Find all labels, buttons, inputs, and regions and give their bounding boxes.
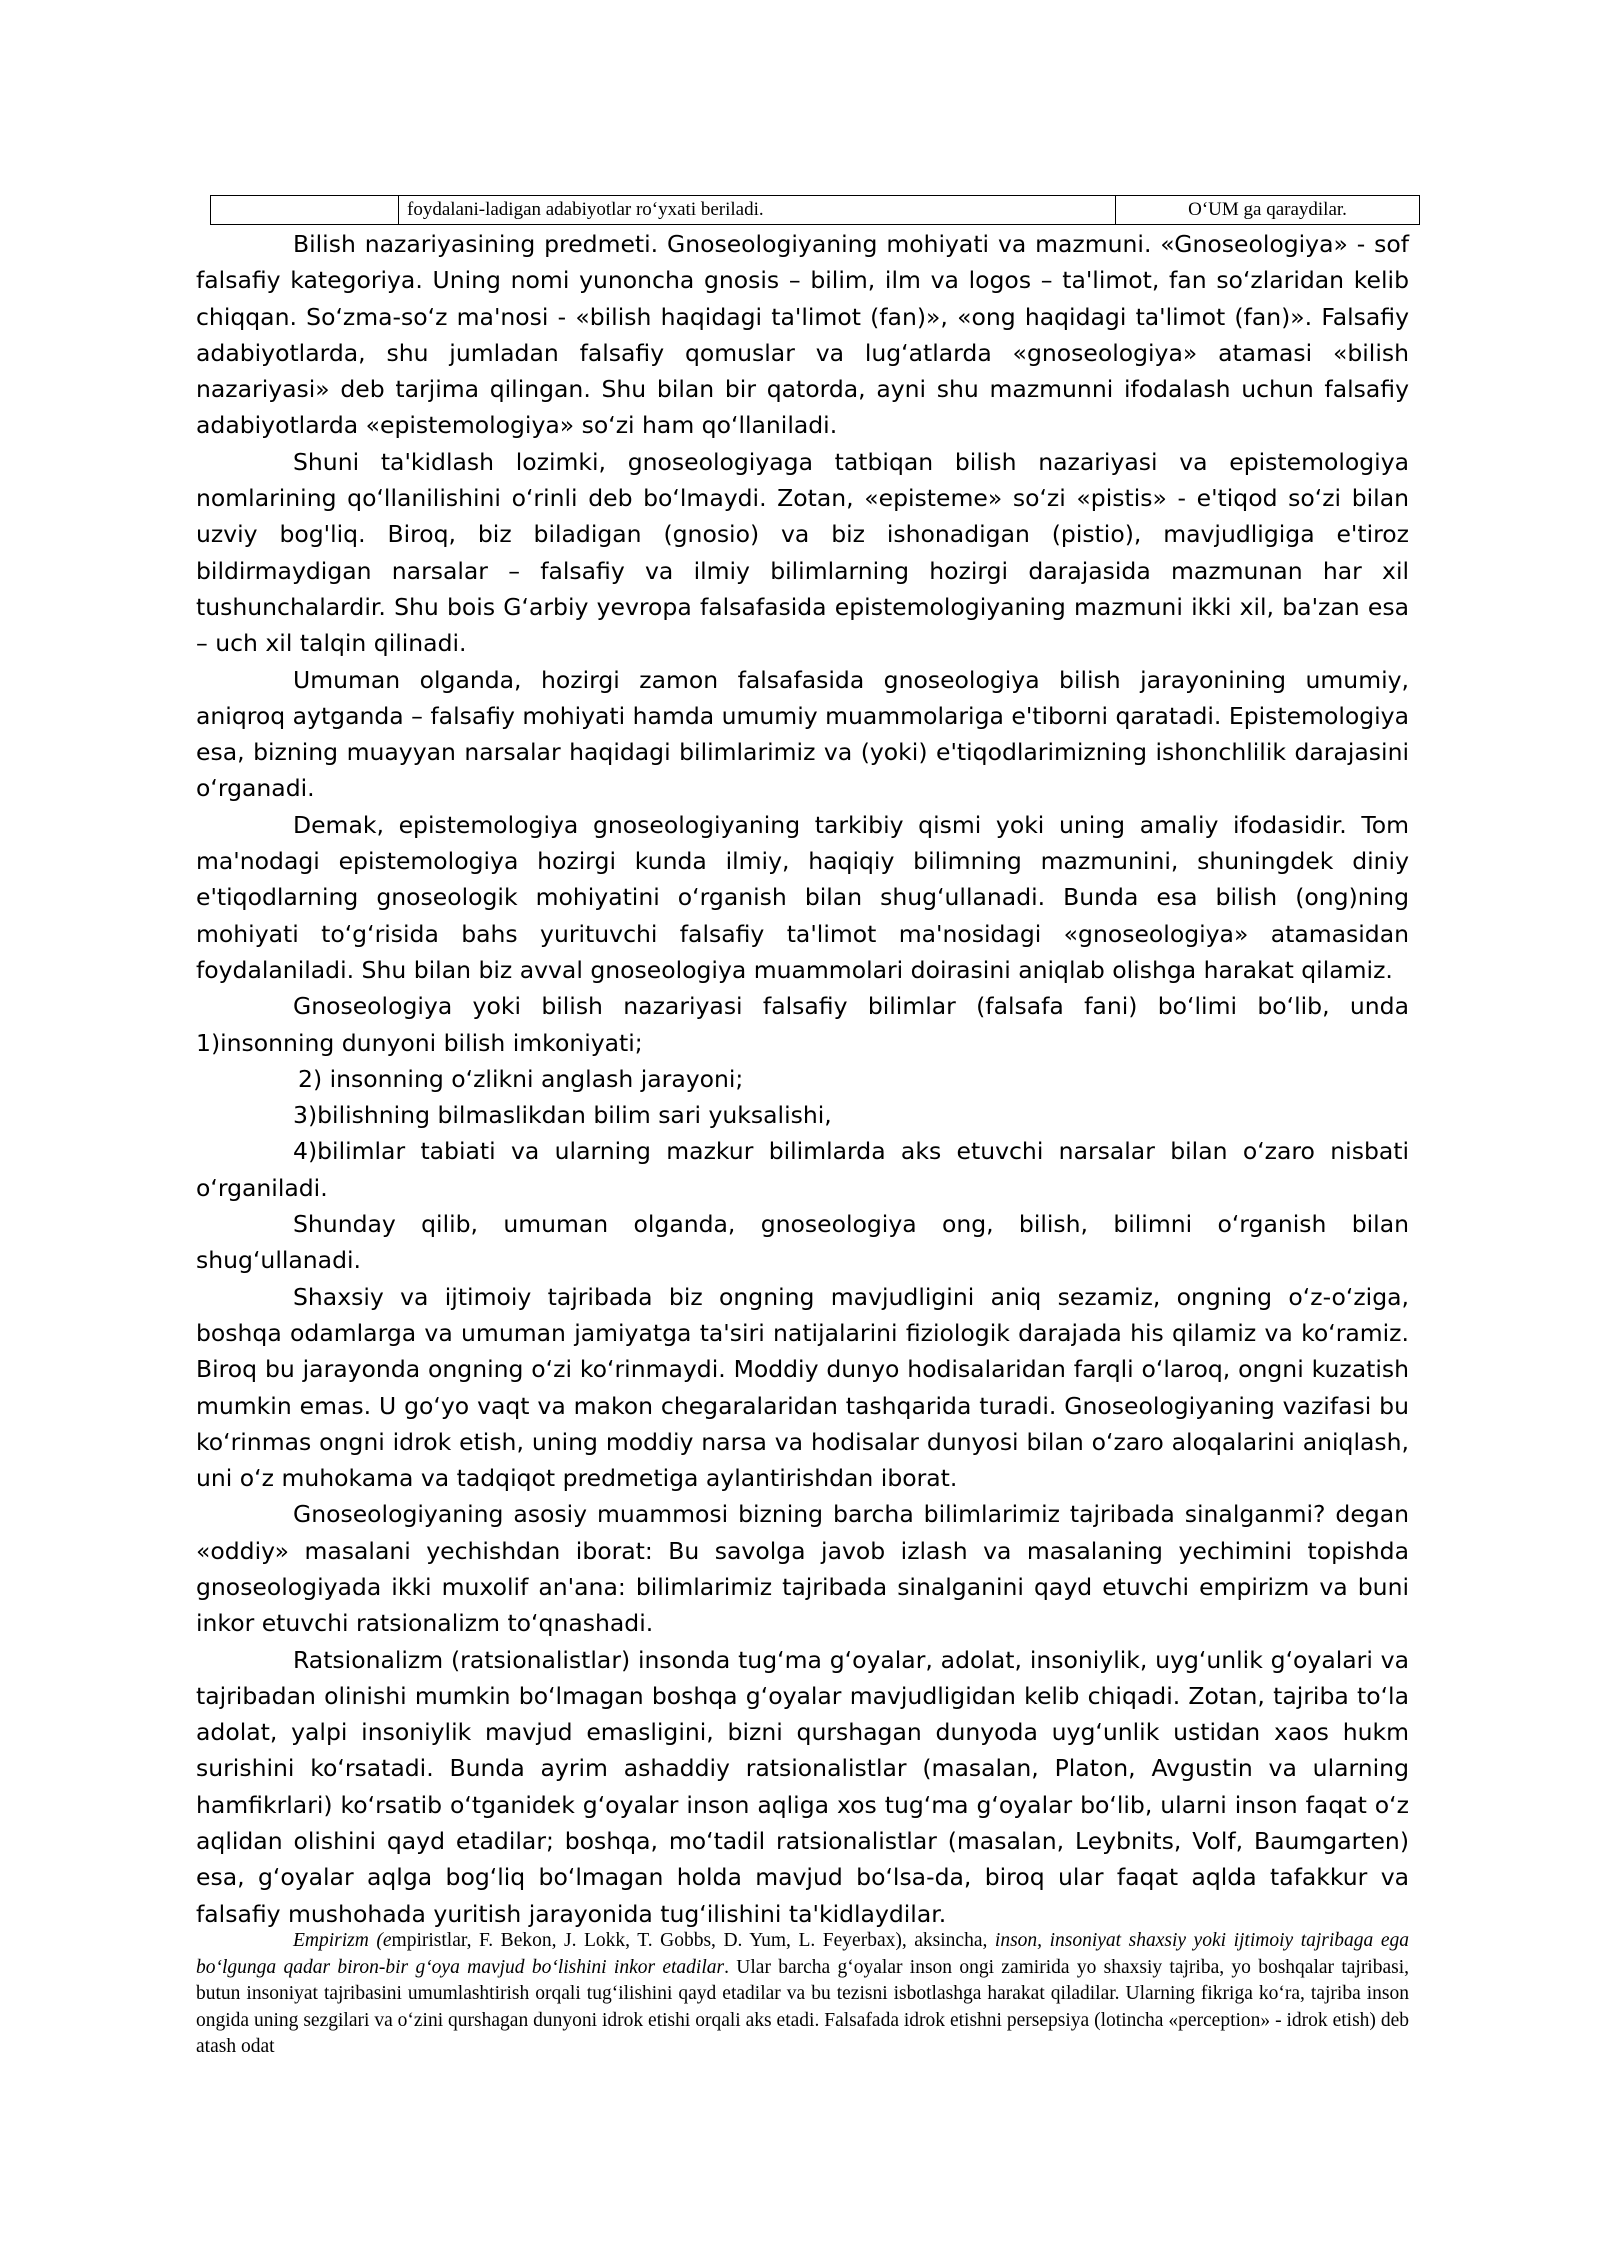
empirism-section (196, 1928, 1409, 2061)
table-row (211, 196, 1420, 225)
empirism-rest: . Ular barcha g‘oyalar inson ongi zamirida yo shaxsiy tajriba, yo boshqalar tajribasi, butun insoniyat tajribasini umumlashtirish orqali tug‘ilishini qayd etadilar va bu tezisni isbotlashga harakat qiladilar. Ularning fikriga ko‘ra, tajriba inson ongida uning sezgilari va o‘zini qurshagan dunyoni idrok etishi orqali aks etadi. Falsafada idrok etishni persepsiya (lotincha «perception» - idrok etish) deb atash odat (196, 1956, 1410, 2057)
list-item: 2) insonning o‘zlikni anglash jarayoni; (298, 1064, 744, 1093)
main-text (196, 226, 1409, 1932)
paragraph-epistemology-terms: Shuni ta'kidlash lozimki, gnoseologiyaga tatbiqan bilish nazariyasi va epistemologiya nomlarining qo‘llanilishini o‘rinli deb bo‘lmaydi. Zotan, «episteme» so‘zi «pistis» - e'tiqod so‘zi bilan uzviy bog'liq. Biroq, biz biladigan (gnosio) va biz ishonadigan (pistio), mavjudligiga e'tiroz bildirmaydigan narsalar – falsafiy va ilmiy bilimlarning hozirgi darajasida mazmunan har xil tushunchalardir. Shu bois G‘arbiy yevropa falsafasida epistemologiyaning mazmuni ikki xil, ba'zan esa – uch xil talqin qilinadi. (196, 447, 1409, 658)
list-item: 3)bilishning bilmaslikdan bilim sari yuksalishi, (293, 1101, 832, 1130)
paragraph-gnoseology-subject: Bilish nazariyasining predmeti. Gnoseologiyaning mohiyati va mazmuni. «Gnoseologiya» - sof falsafiy kategoriya. Uning nomi yunoncha gnosis – bilim, ilm va logos – ta'limot, fan so‘zlaridan kelib chiqqan. So‘zma-so‘z ma'nosi - «bilish haqidagi ta'limot (fan)», «ong haqidagi ta'limot (fan)». Falsafiy adabiyotlarda, shu jumladan falsafiy qomuslar va lug‘atlarda «gnoseologiya» atamasi «bilish nazariyasi» deb tarjima qilingan. Shu bilan bir qatorda, ayni shu mazmunni ifodalash uchun falsafiy adabiyotlarda «epistemologiya» so‘zi ham qo‘llaniladi. (196, 230, 1409, 440)
empirism-lead: Empirizm (e (293, 1930, 392, 1951)
paragraph-consciousness: Shaxsiy va ijtimoiy tajribada biz ongning mavjudligini aniq sezamiz, ongning o‘z-o‘ziga, boshqa odamlarga va umuman jamiyatga ta'siri natijalarini fiziologik darajada his qilamiz va ko‘ramiz. Biroq bu jarayonda ongning o‘zi ko‘rinmaydi. Moddiy dunyo hodisalaridan farqli o‘laroq, ongni kuzatish mumkin emas. U go‘yo vaqt va makon chegaralaridan tashqarida turadi. Gnoseologiyaning vazifasi bu ko‘rinmas ongni idrok etish, uning moddiy narsa va hodisalar dunyosi bilan o‘zaro aloqalarini aniqlash, uni o‘z muhokama va tadqiqot predmetiga aylantirishdan iborat. (196, 1282, 1409, 1493)
paragraph-gnoseology-branch: Gnoseologiya yoki bilish nazariyasi falsafiy bilimlar (falsafa fani) bo‘limi bo‘lib, unda 1)insonning dunyoni bilish imkoniyati; (196, 992, 1409, 1057)
header-table (210, 195, 1420, 225)
table-cell-oum: O‘UM ga qaraydilar. (1116, 196, 1420, 225)
table-cell-literature: foydalani-ladigan adabiyotlar ro‘yxati beriladi. (399, 196, 1116, 225)
paragraph-empirism (196, 1928, 1409, 2061)
paragraph-main-problem: Gnoseologiyaning asosiy muammosi bizning barcha bilimlarimiz tajribada sinalganmi? degan «oddiy» masalani yechishdan iborat: Bu savolga javob izlash va masalaning yechimini topishda gnoseologiyada ikki muxolif an'ana: bilimlarimiz tajribada sinalganini qayd etuvchi empirizm va buni inkor etuvchi ratsionalizm to‘qnashadi. (196, 1500, 1409, 1638)
empirism-lead-rest: mpiristlar, F. Bekon, J. Lokk, T. Gobbs, D. Yum, L. Feyerbax), aksincha, (391, 1930, 995, 1951)
list-item: 4)bilimlar tabiati va ularning mazkur bilimlarda aks etuvchi narsalar bilan o‘zaro nisbati o‘rganiladi. (196, 1137, 1409, 1202)
table-cell-empty (211, 196, 399, 225)
paragraph-modern-philosophy: Umuman olganda, hozirgi zamon falsafasida gnoseologiya bilish jarayonining umumiy, aniqroq aytganda – falsafiy mohiyati hamda umumiy muammolariga e'tiborni qaratadi. Epistemologiya esa, bizning muayyan narsalar haqidagi bilimlarimiz va (yoki) e'tiqodlarimizning ishonchlilik darajasini o‘rganadi. (196, 665, 1409, 803)
empirism-thesis: inson, insoniyat shaxsiy yoki ijtimoiy tajribaga ega bo‘lgunga qadar biron-bir g‘oya mavjud bo‘lishini inkor etadilar (196, 1930, 1409, 1978)
paragraph-epistemology-part: Demak, epistemologiya gnoseologiyaning tarkibiy qismi yoki uning amaliy ifodasidir. Tom ma'nodagi epistemologiya hozirgi kunda ilmiy, haqiqiy bilimning mazmunini, shuningdek diniy e'tiqodlarning gnoseologik mohiyatini o‘rganish bilan shug‘ullanadi. Bunda esa bilish (ong)ning mohiyati to‘g‘risida bahs yurituvchi falsafiy ta'limot ma'nosidagi «gnoseologiya» atamasidan foydalaniladi. Shu bilan biz avval gnoseologiya muammolari doirasini aniqlab olishga harakat qilamiz. (196, 810, 1409, 984)
paragraph-conclusion: Shunday qilib, umuman olganda, gnoseologiya ong, bilish, bilimni o‘rganish bilan shug‘ullanadi. (196, 1210, 1409, 1275)
paragraph-rationalism: Ratsionalizm (ratsionalistlar) insonda tug‘ma g‘oyalar, adolat, insoniylik, uyg‘unlik g‘oyalari va tajribadan olinishi mumkin bo‘lmagan boshqa g‘oyalar mavjudligidan kelib chiqadi. Zotan, tajriba to‘la adolat, yalpi insoniylik mavjud emasligini, bizni qurshagan dunyoda uyg‘unlik ustidan xaos hukm surishini ko‘rsatadi. Bunda ayrim ashaddiy ratsionalistlar (masalan, Platon, Avgustin va ularning hamfikrlari) ko‘rsatib o‘tganidek g‘oyalar inson aqliga xos tug‘ma g‘oyalar bo‘lib, ularni inson faqat o‘z aqlidan olishini qayd etadilar; boshqa, mo‘tadil ratsionalistlar (masalan, Leybnits, Volf, Baumgarten) esa, g‘oyalar aqlga bog‘liq bo‘lmagan holda mavjud bo‘lsa-da, biroq ular faqat aqlda tafakkur va falsafiy mushohada yuritish jarayonida tug‘ilishini ta'kidlaydilar. (196, 1645, 1409, 1928)
